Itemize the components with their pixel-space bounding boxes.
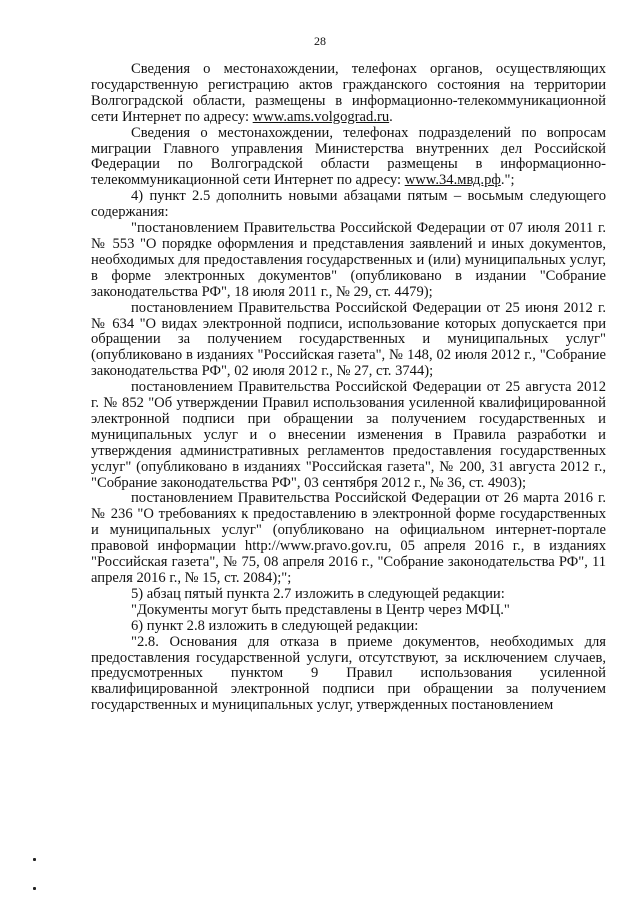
document-body	[91, 62, 606, 714]
margin-mark	[33, 858, 36, 861]
mvd-website-link[interactable]: www.34.мвд.рф	[404, 172, 501, 189]
paragraph-clause-2-8: "2.8. Основания для отказа в приеме документов, необходимых для предоставления государственной услуги, отсутствуют, за исключением случаев, предусмотренных пунктом 9 Правил использования усиленной квалифицированной электронной подписи при обращении за получением государственных и муниципальных услуг, утвержденных постановлением	[91, 633, 606, 714]
paragraph-item-4: 4) пункт 2.5 дополнить новыми абзацами пятым – восьмым следующего содержания:	[91, 188, 606, 221]
paragraph-zags-info: Сведения о местонахождении, телефонах органов, осуществляющих государственную регистрацию актов гражданского состояния на территории Волгоградской области, размещены в информационно-телекоммуникационной сети Интернет по адресу: www.ams.volgograd.ru.	[91, 61, 606, 125]
paragraph-resolution-634: постановлением Правительства Российской Федерации от 25 июня 2012 г. № 634 "О видах электронной подписи, использование которых допускается при обращении за получением государственных и муниципальных услуг" (опубликовано в изданиях "Российская газета", № 148, 02 июля 2012 г., "Собрание законодательства РФ", 02 июля 2012 г., № 27, ст. 3744);	[91, 299, 606, 380]
paragraph-resolution-852: постановлением Правительства Российской Федерации от 25 августа 2012 г. № 852 "Об утверждении Правил использования усиленной квалифицированной электронной подписи при обращении за получением государственных и муниципальных услуг и о внесении изменения в Правила разработки и утверждения административных регламентов предоставления государственных услуг" (опубликовано в изданиях "Российская газета", № 200, 31 августа 2012 г., "Собрание законодательства РФ", 03 сентября 2012 г., № 36, ст. 4903);	[91, 379, 606, 491]
page-number: 28	[314, 34, 326, 48]
paragraph-item-6: 6) пункт 2.8 изложить в следующей редакции:	[131, 617, 419, 634]
paragraph-migration-info: Сведения о местонахождении, телефонах подразделений по вопросам миграции Главного управления Министерства внутренних дел Российской Федерации по Волгоградской области размещены в информационно-телекоммуникационной сети Интернет по адресу: www.34.мвд.рф.";	[91, 124, 606, 189]
paragraph-resolution-553: "постановлением Правительства Российской Федерации от 07 июля 2011 г. № 553 "О порядке оформления и представления заявлений и иных документов, необходимых для предоставления государственных и (или) муниципальных услуг, в форме электронных документов" (опубликовано в издании "Собрание законодательства РФ", 18 июля 2011 г., № 29, ст. 4479);	[91, 220, 606, 300]
margin-mark	[33, 887, 36, 890]
paragraph-documents-mfc: "Документы могут быть представлены в Центр через МФЦ."	[131, 601, 510, 618]
paragraph-item-5: 5) абзац пятый пункта 2.7 изложить в следующей редакции:	[131, 585, 505, 602]
paragraph-resolution-236: постановлением Правительства Российской Федерации от 26 марта 2016 г. № 236 "О требованиях к предоставлению в электронной форме государственных и муниципальных услуг" (опубликовано на официальном интернет-портале правовой информации http://www.pravo.gov.ru, 05 апреля 2016 г., в изданиях "Российская газета", № 75, 08 апреля 2016 г., "Собрание законодательства РФ", 11 апреля 2016 г., № 15, ст. 2084);";	[91, 490, 606, 586]
zags-website-link[interactable]: www.ams.volgograd.ru	[252, 108, 390, 125]
